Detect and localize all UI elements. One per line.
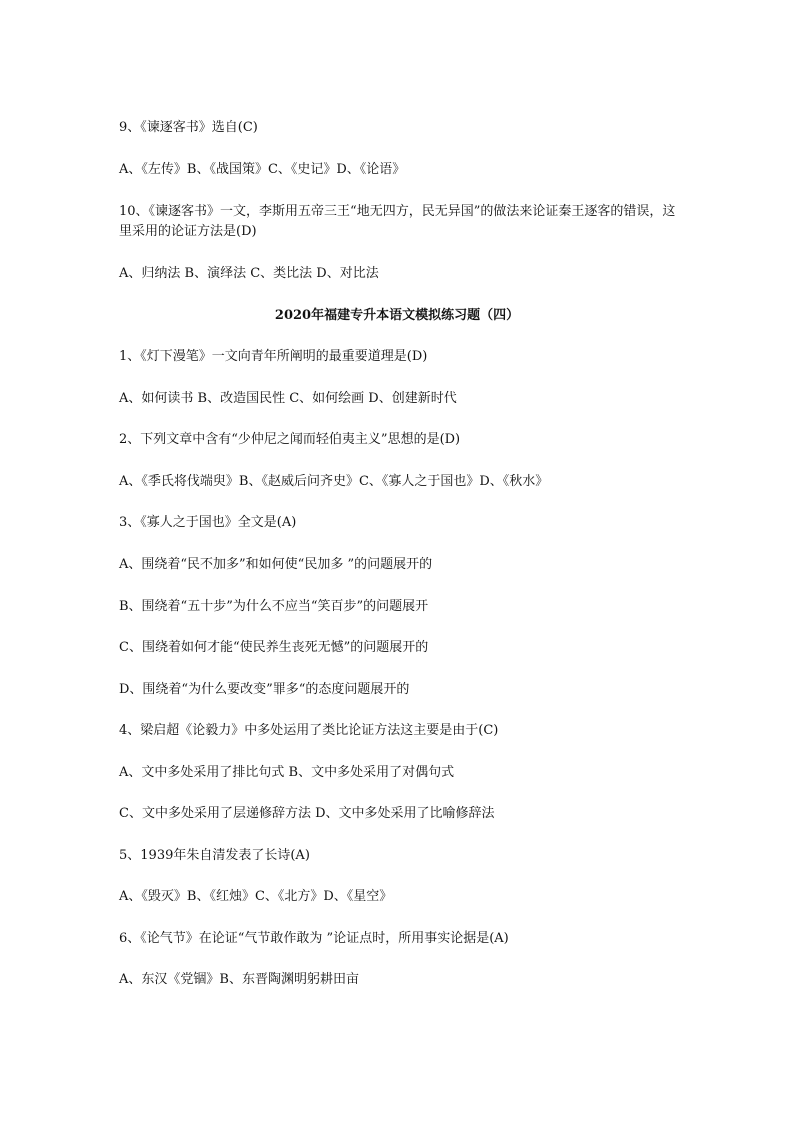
question-10: 10、《谏逐客书》一文，李斯用五帝三王“地无四方，民无异国”的做法来论证秦王逐客的错误，这里采用的论证方法是(D) <box>119 204 676 239</box>
question-4-options-cd: C、文中多处采用了层递修辞方法 D、文中多处采用了比喻修辞法 <box>119 806 495 821</box>
question-5: 5、1939年朱自清发表了长诗(A) <box>119 848 310 863</box>
question-5-options: A、《毁灭》B、《红烛》C、《北方》D、《星空》 <box>119 889 393 904</box>
question-2-options: A、《季氏将伐端臾》B、《赵威后问齐史》C、《寡人之于国也》D、《秋水》 <box>119 474 549 489</box>
question-2: 2、下列文章中含有“少仲尼之闻而轻伯夷主义”思想的是(D) <box>119 432 461 447</box>
question-1-options: A、如何读书 B、改造国民性 C、如何绘画 D、创建新时代 <box>119 391 457 406</box>
question-3-option-c: C、围绕着如何才能“使民养生丧死无憾”的问题展开的 <box>119 640 429 655</box>
question-9-options: A、《左传》B、《战国策》C、《史记》D、《论语》 <box>119 162 406 177</box>
question-4: 4、梁启超《论毅力》中多处运用了类比论证方法这主要是由于(C) <box>119 723 499 738</box>
question-9: 9、《谏逐客书》选自(C) <box>119 120 258 135</box>
question-3: 3、《寡人之于国也》全文是(A) <box>119 515 297 530</box>
question-1: 1、《灯下漫笔》一文向青年所阐明的最重要道理是(D) <box>119 349 428 364</box>
question-6: 6、《论气节》在论证“气节敢作敢为 ”论证点时，所用事实论据是(A) <box>119 931 509 946</box>
question-3-option-a: A、围绕着“民不加多”和如何使“民加多 ”的问题展开的 <box>119 557 433 572</box>
question-10-options: A、归纳法 B、演绎法 C、类比法 D、对比法 <box>119 266 379 281</box>
question-6-options: A、东汉《党锢》B、东晋陶渊明躬耕田亩 <box>119 972 359 987</box>
section-title: 2020年福建专升本语文模拟练习题（四） <box>274 308 520 323</box>
question-3-option-b: B、围绕着“五十步”为什么不应当“笑百步”的问题展开 <box>119 599 429 614</box>
question-4-options-ab: A、文中多处采用了排比句式 B、文中多处采用了对偶句式 <box>119 765 455 780</box>
question-3-option-d: D、围绕着“为什么要改变”罪多“的态度问题展开的 <box>119 682 410 697</box>
